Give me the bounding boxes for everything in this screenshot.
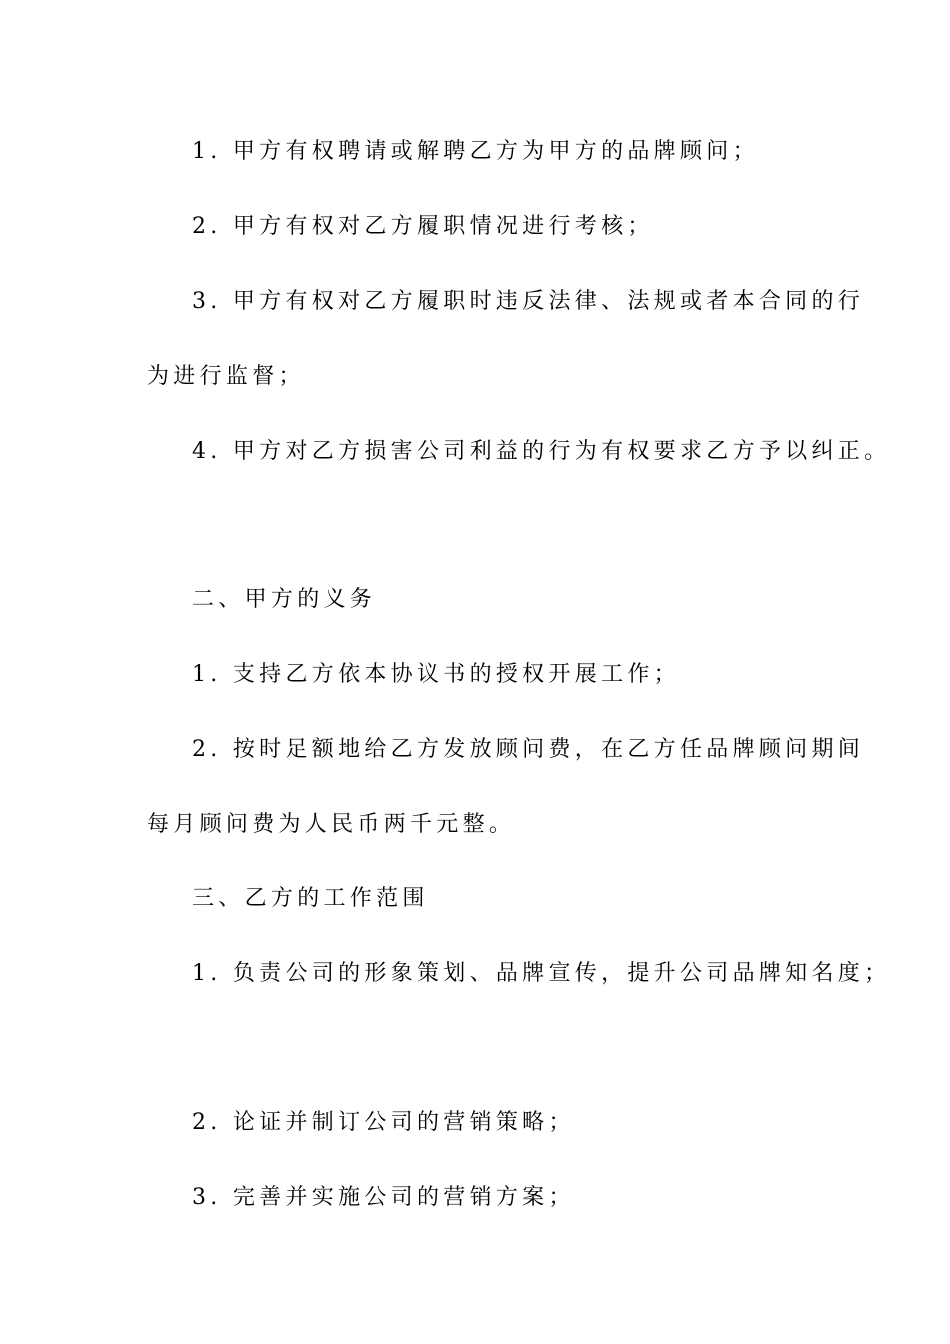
rights-item-1: 1. 甲方有权聘请或解聘乙方为甲方的品牌顾问； <box>192 139 759 164</box>
rights-item-3-continuation: 为进行监督； <box>147 364 305 389</box>
obligations-item-2: 2. 按时足额地给乙方发放顾问费，在乙方任品牌顾问期间 <box>192 737 865 762</box>
rights-item-3: 3. 甲方有权对乙方履职时违反法律、法规或者本合同的行 <box>192 289 865 314</box>
rights-item-2: 2. 甲方有权对乙方履职情况进行考核； <box>192 214 654 239</box>
scope-item-1: 1. 负责公司的形象策划、品牌宣传，提升公司品牌知名度； <box>192 961 891 986</box>
scope-item-3: 3. 完善并实施公司的营销方案； <box>192 1185 575 1210</box>
scope-item-2: 2. 论证并制订公司的营销策略； <box>192 1110 575 1135</box>
section-heading-obligations: 二、甲方的义务 <box>192 587 377 612</box>
obligations-item-1: 1. 支持乙方依本协议书的授权开展工作； <box>192 662 680 687</box>
section-heading-scope: 三、乙方的工作范围 <box>192 886 429 911</box>
rights-item-4: 4. 甲方对乙方损害公司利益的行为有权要求乙方予以纠正。 <box>192 439 891 464</box>
obligations-item-2-continuation: 每月顾问费为人民币两千元整。 <box>147 812 516 837</box>
